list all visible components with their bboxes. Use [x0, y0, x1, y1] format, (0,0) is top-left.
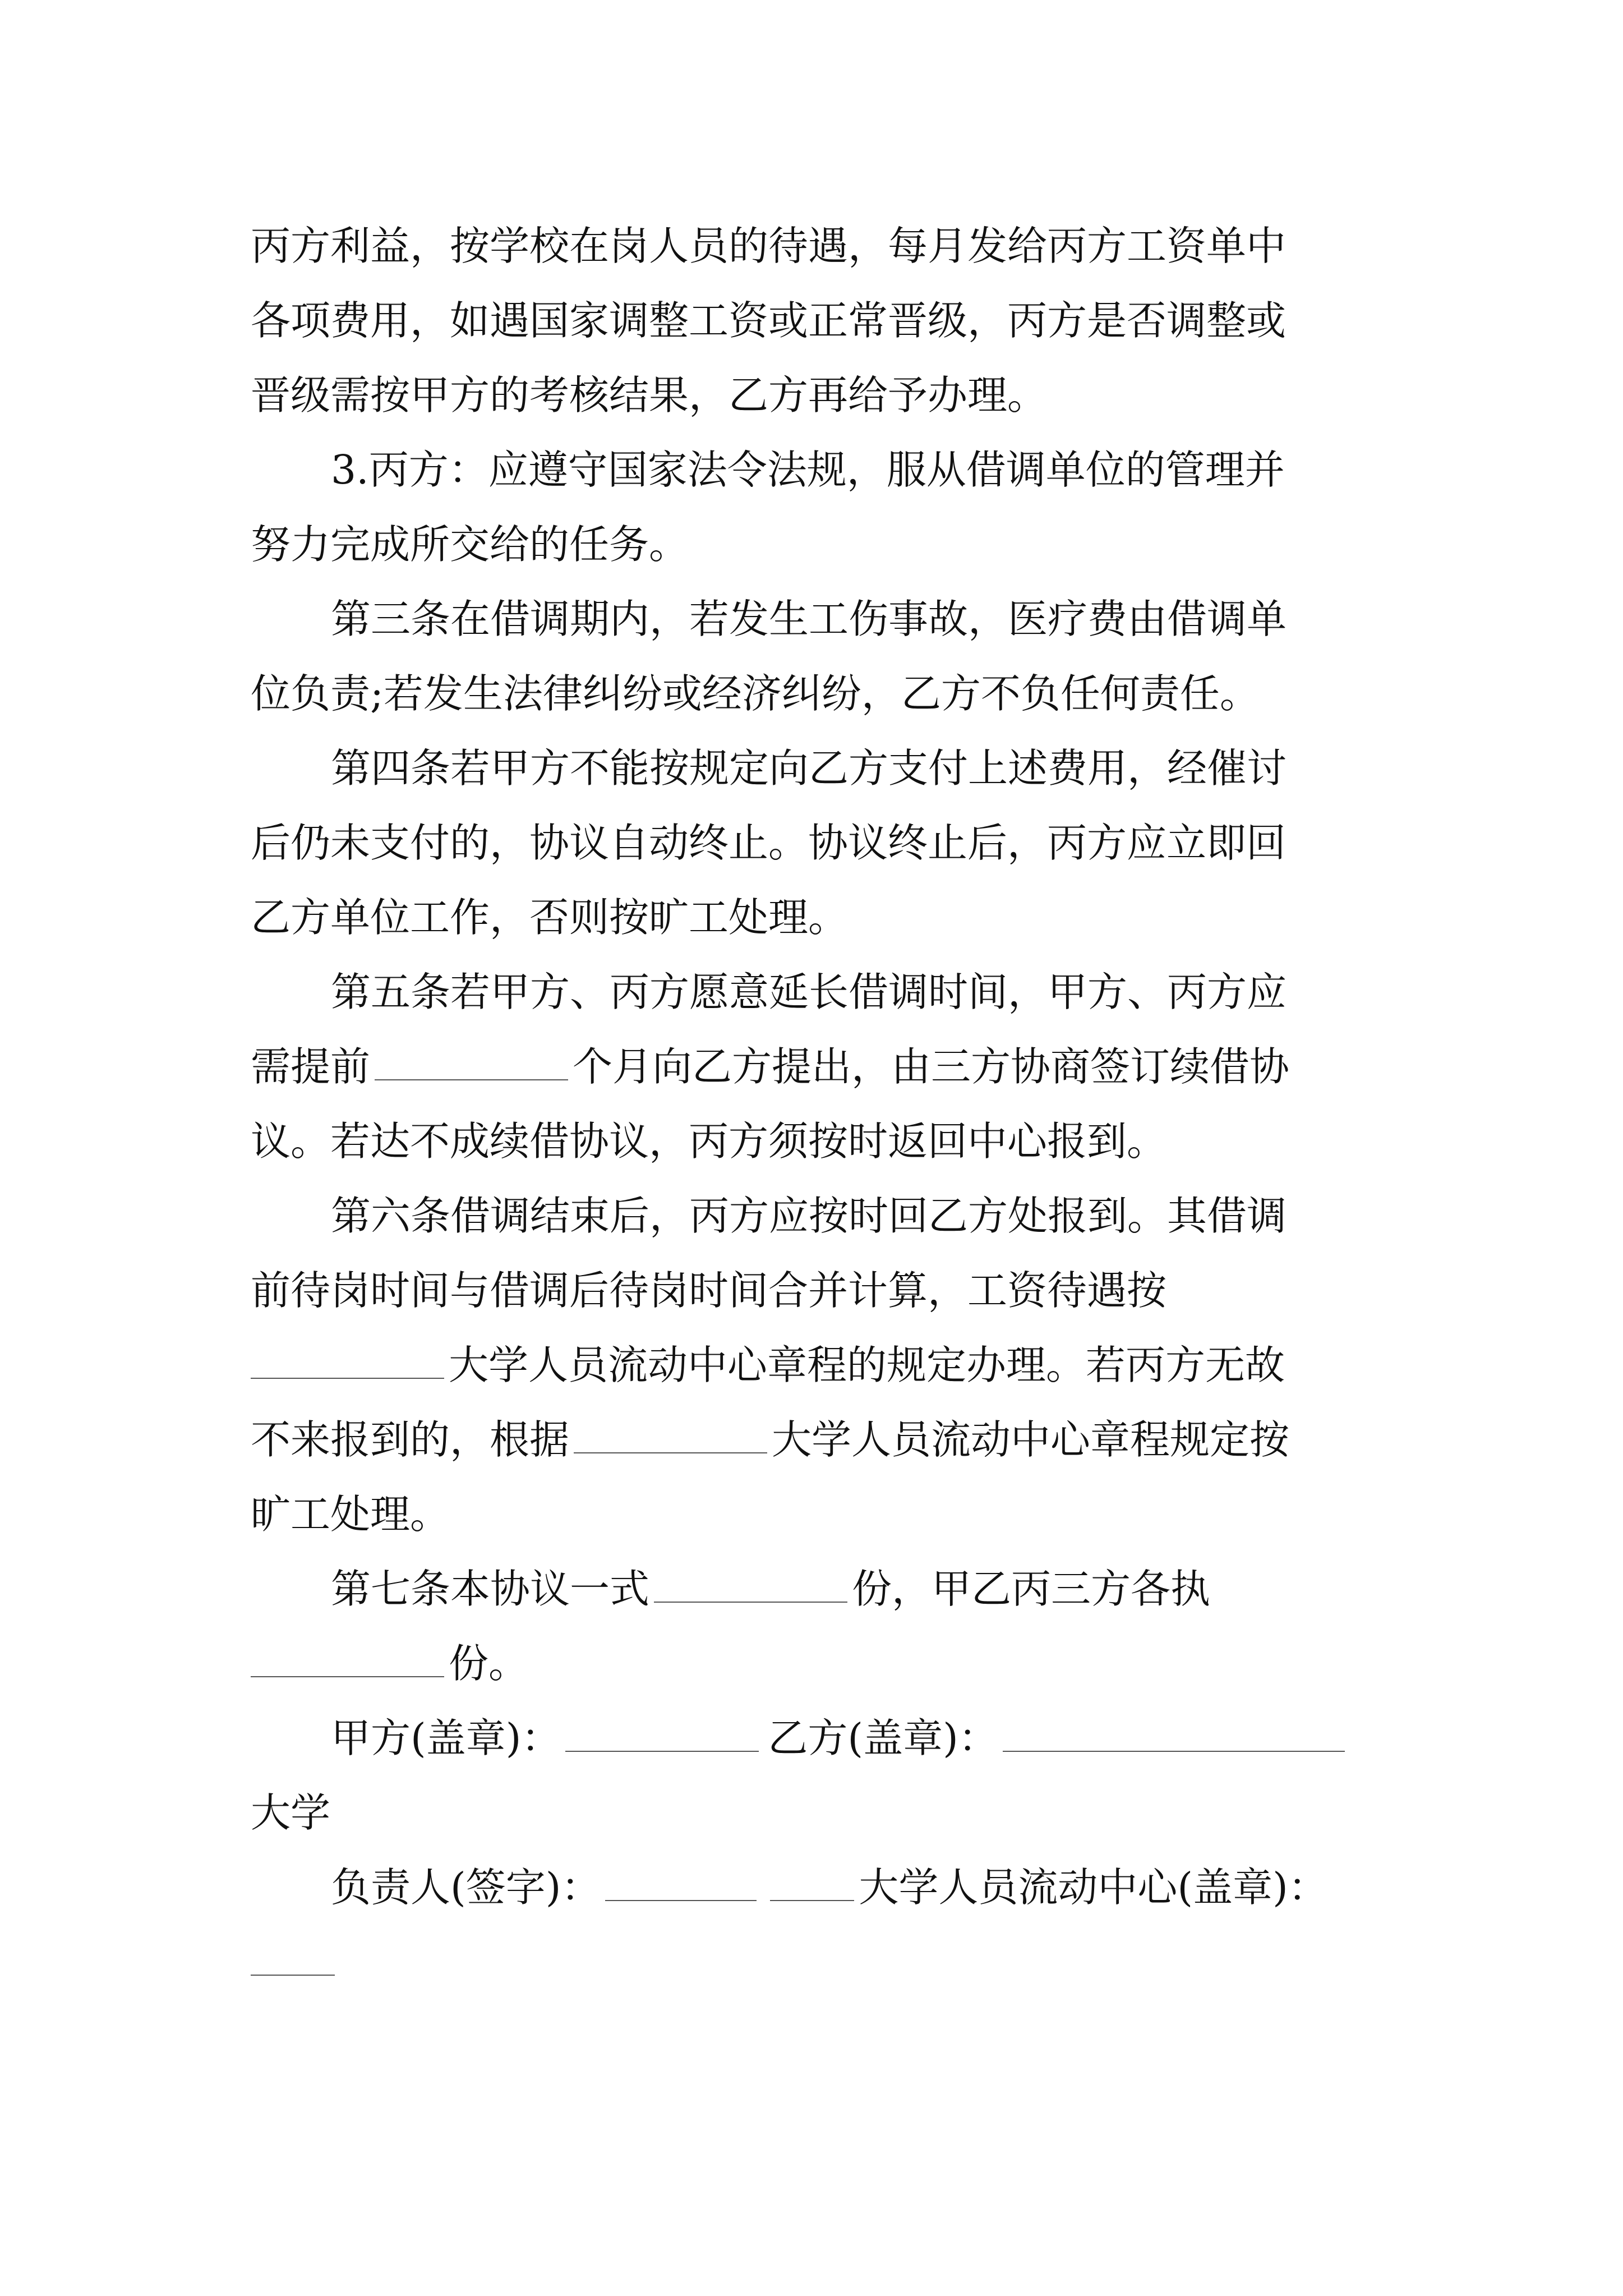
- paragraph-line: [251, 283, 1372, 358]
- text-line: 第六条借调结束后，丙方应按时回乙方处报到。其借调: [331, 1193, 1287, 1239]
- text-segment: 大学人员流动中心章程的规定办理。若丙方无故: [449, 1342, 1285, 1388]
- party-b-label: 乙方(盖章)：: [768, 1715, 998, 1761]
- paragraph-line: [251, 1477, 1372, 1552]
- paragraph-line: [251, 1626, 1372, 1701]
- fill-in-blank[interactable]: [574, 1447, 767, 1453]
- text-line: 旷工处理。: [251, 1491, 450, 1538]
- text-segment: 大学人员流动中心章程规定按: [772, 1416, 1290, 1463]
- paragraph-line: [251, 1328, 1372, 1402]
- fill-in-blank[interactable]: [251, 1671, 444, 1677]
- paragraph-line: [251, 955, 1372, 1029]
- fill-in-blank[interactable]: [654, 1596, 847, 1603]
- signature-line: [251, 1925, 1372, 1999]
- text-segment: 需提前: [251, 1043, 371, 1090]
- paragraph-line: [251, 1402, 1372, 1477]
- text-line: 乙方单位工作，否则按旷工处理。: [251, 894, 849, 941]
- text-segment: 不来报到的，根据: [251, 1416, 570, 1463]
- paragraph-line: [251, 731, 1372, 806]
- paragraph-line: [251, 1104, 1372, 1179]
- text-segment: 第七条本协议一式: [331, 1566, 650, 1612]
- text-line: 议。若达不成续借协议，丙方须按时返回中心报到。: [251, 1118, 1167, 1165]
- paragraph-line: [251, 656, 1372, 731]
- fill-in-blank[interactable]: [375, 1074, 568, 1080]
- responsible-person-label: 负责人(签字)：: [331, 1864, 601, 1911]
- text-line: 3.丙方：应遵守国家法令法规，服从借调单位的管理并: [331, 447, 1285, 493]
- signature-line: [251, 1701, 1372, 1775]
- fill-in-blank[interactable]: [251, 1372, 444, 1379]
- signature-line: [251, 1850, 1372, 1925]
- party-a-label: 甲方(盖章)：: [331, 1715, 561, 1761]
- text-line: 第四条若甲方不能按规定向乙方支付上述费用，经催讨: [331, 745, 1287, 792]
- paragraph-line: [251, 209, 1372, 283]
- text-segment: 份，甲乙丙三方各执: [852, 1566, 1211, 1612]
- responsible-signature-field[interactable]: [605, 1894, 757, 1901]
- paragraph-line: [251, 358, 1372, 432]
- document-body: [251, 209, 1372, 1999]
- text-line: 位负责;若发生法律纠纷或经济纠纷，乙方不负任何责任。: [251, 670, 1260, 717]
- text-segment: 个月向乙方提出，由三方协商签订续借协: [573, 1043, 1290, 1090]
- paragraph-line: [251, 507, 1372, 582]
- party-b-seal-field[interactable]: [1003, 1745, 1345, 1752]
- paragraph-line: [251, 582, 1372, 656]
- text-line: 努力完成所交给的任务。: [251, 521, 689, 568]
- center-seal-label: 大学人员流动中心(盖章)：: [859, 1864, 1328, 1911]
- paragraph-line: [251, 1552, 1372, 1626]
- paragraph-line: [251, 432, 1372, 507]
- text-line: 丙方利益，按学校在岗人员的待遇，每月发给丙方工资单中: [251, 223, 1287, 269]
- paragraph-line: [251, 1029, 1372, 1104]
- text-line: 第五条若甲方、丙方愿意延长借调时间，甲方、丙方应: [331, 969, 1287, 1015]
- paragraph-line: [251, 1179, 1372, 1253]
- text-line: 后仍未支付的，协议自动终止。协议终止后，丙方应立即回: [251, 820, 1287, 866]
- party-a-seal-field[interactable]: [565, 1745, 759, 1752]
- university-label: 大学: [251, 1789, 331, 1836]
- text-line: 第三条在借调期内，若发生工伤事故，医疗费由借调单: [331, 596, 1287, 642]
- center-seal-field[interactable]: [251, 1969, 335, 1976]
- paragraph-line: [251, 880, 1372, 955]
- signature-line: [251, 1775, 1372, 1850]
- paragraph-line: [251, 806, 1372, 880]
- text-segment: 份。: [449, 1640, 529, 1687]
- center-name-field[interactable]: [770, 1894, 854, 1901]
- text-line: 各项费用，如遇国家调整工资或正常晋级，丙方是否调整或: [251, 297, 1287, 344]
- text-line: 前待岗时间与借调后待岗时间合并计算，工资待遇按: [251, 1267, 1167, 1314]
- text-line: 晋级需按甲方的考核结果，乙方再给予办理。: [251, 372, 1048, 418]
- paragraph-line: [251, 1253, 1372, 1328]
